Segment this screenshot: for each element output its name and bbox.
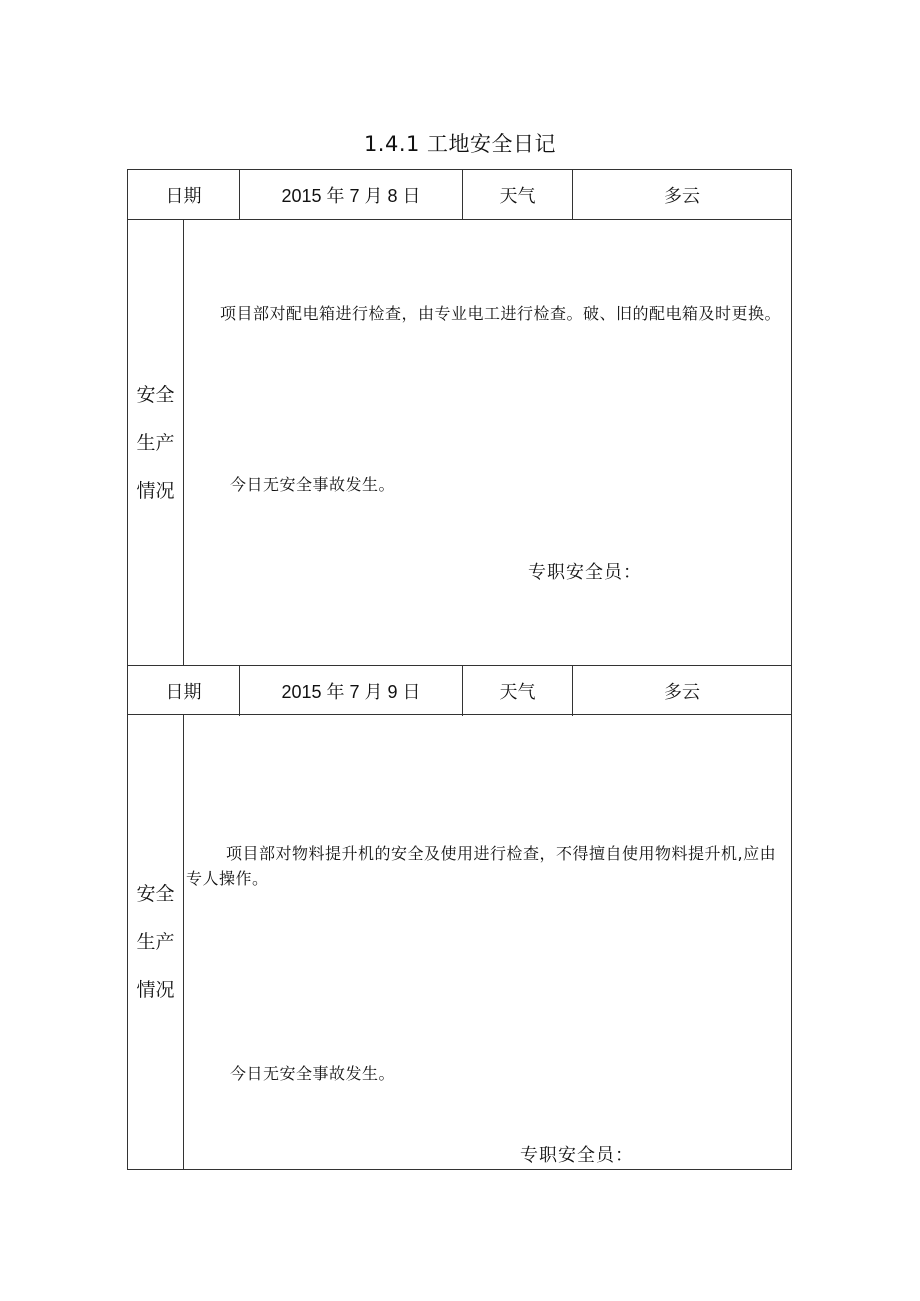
side-label-line: 生产 [136,431,175,454]
no-accident-text: 今日无安全事故发生。 [230,1064,396,1083]
log-entry [128,170,791,665]
inspection-text: 项目部对物料提升机的安全及使用进行检查，不得擅自使用物料提升机,应由专人操作。 [186,844,777,888]
entry-header-row [128,665,791,715]
no-accident-text: 今日无安全事故发生。 [230,475,396,494]
safety-log-table [127,169,792,1170]
weather-value: 多云 [664,186,700,207]
date-value: 2015 年 7 月 9 日 [240,666,463,716]
date-value: 2015 年 7 月 8 日 [240,170,463,220]
entry-header-row [128,170,791,220]
safety-officer-signature: 专职安全员： [528,562,642,583]
safety-officer-signature: 专职安全员： [520,1145,634,1166]
side-label-line: 安全 [136,883,175,905]
entry-body-row [128,715,791,1169]
side-label-line: 情况 [136,479,175,502]
side-label-line: 情况 [136,979,175,1001]
safety-production-label [128,715,184,1169]
date-label: 日期 [128,170,240,220]
entry-body-row [128,220,791,665]
side-label-line: 生产 [136,931,175,953]
weather-value: 多云 [664,682,700,703]
weather-label: 天气 [463,170,573,220]
entry-content [184,715,791,1169]
entry-content [184,220,791,665]
log-entry [128,665,791,1169]
weather-label: 天气 [463,666,573,716]
safety-production-label [128,220,184,665]
side-label-line: 安全 [136,383,175,406]
inspection-text: 项目部对配电箱进行检查，由专业电工进行检查。破、旧的配电箱及时更换。 [220,304,782,323]
page-title: 1.4.1 工地安全日记 [363,132,557,156]
date-label: 日期 [128,666,240,716]
